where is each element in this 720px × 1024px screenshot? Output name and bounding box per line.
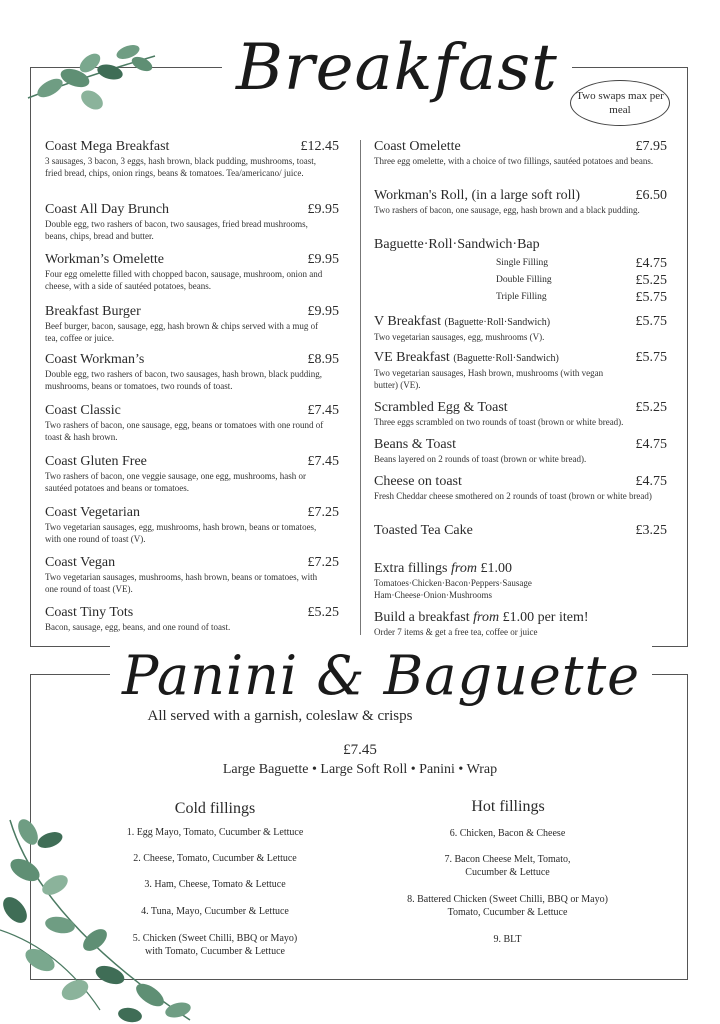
menu-item-desc: 3 sausages, 3 bacon, 3 eggs, hash brown, black pudding, mushrooms, toast, fried bread, chips, onion rings, beans & tomatoes. Tea/americano/ juice. xyxy=(45,156,316,178)
menu-item-desc: Four egg omelette filled with chopped bacon, sausage, mushroom, onion and cheese, with a side of sautéed potatoes, beans. xyxy=(45,269,323,291)
column-divider xyxy=(360,140,361,635)
filling-line: 3. Ham, Cheese, Tomato & Lettuce xyxy=(144,879,286,890)
menu-item-price: £7.45 xyxy=(307,403,339,418)
menu-item-name: Coast Mega Breakfast xyxy=(45,139,170,154)
menu-item-price: £6.50 xyxy=(635,188,667,203)
menu-item-name: Coast Vegan xyxy=(45,555,116,570)
hot-filling-item xyxy=(375,933,640,946)
menu-item-name: Coast Gluten Free xyxy=(45,454,147,469)
build-breakfast: Build a breakfast from £1.00 per item! Order 7 items & get a free tea, coffee or juice xyxy=(374,610,589,637)
baguette-option-price: £5.75 xyxy=(635,290,667,305)
cold-filling-item xyxy=(85,905,345,918)
menu-item-price: £5.25 xyxy=(307,605,339,620)
filling-line: 1. Egg Mayo, Tomato, Cucumber & Lettuce xyxy=(126,827,304,838)
swap-note: Two swaps max per meal xyxy=(570,80,670,126)
menu-item-price: £7.25 xyxy=(307,555,339,570)
filling-line: with Tomato, Cucumber & Lettuce xyxy=(145,946,285,957)
menu-item-name: Toasted Tea Cake xyxy=(374,523,473,538)
menu-item-name: Workman's Roll, (in a large soft roll) xyxy=(374,188,581,203)
menu-item-price: £3.25 xyxy=(635,523,667,538)
filling-line: 7. Bacon Cheese Melt, Tomato, xyxy=(444,854,571,865)
menu-item-price: £5.25 xyxy=(635,400,667,415)
menu-item-desc: Two vegetarian sausages, egg, mushrooms, hash brown, beans or tomatoes, with one round of toast (V). xyxy=(45,522,317,544)
menu-item-desc: Double egg, two rashers of bacon, two sausages, hash brown, black pudding, mushrooms, beans or tomatoes, two rounds of toast. xyxy=(45,369,322,391)
menu-item-name: Coast All Day Brunch xyxy=(45,202,170,217)
menu-item-name: Breakfast Burger xyxy=(45,304,141,319)
menu-item-price: £7.25 xyxy=(307,505,339,520)
baguette-option-price: £5.25 xyxy=(635,273,667,288)
menu-item-name: Coast Tiny Tots xyxy=(45,605,134,620)
extra-fillings: Extra fillings from £1.00 Tomatoes·Chicken·Bacon·Peppers·Sausage Ham·Cheese·Onion·Mushrooms xyxy=(374,561,532,600)
panini-title: Panini & Baguette xyxy=(110,642,652,710)
menu-item-desc: Fresh Cheddar cheese smothered on 2 rounds of toast (brown or white bread) xyxy=(374,491,652,501)
filling-line: 8. Battered Chicken (Sweet Chilli, BBQ or Mayo) xyxy=(407,894,608,905)
menu-item-desc: Two vegetarian sausages, mushrooms, hash brown, beans or tomatoes, with one round of toast (VE). xyxy=(45,572,318,594)
menu-item-name: Beans & Toast xyxy=(374,437,456,452)
menu-item-price: £4.75 xyxy=(635,474,667,489)
menu-item-price: £9.95 xyxy=(307,252,339,267)
ve-breakfast-item: VE Breakfast (Baguette·Roll·Sandwich) Two vegetarian sausages, Hash brown, mushrooms (with vegan butter) (VE). xyxy=(374,350,604,390)
filling-line: 5. Chicken (Sweet Chilli, BBQ or Mayo) xyxy=(132,933,298,944)
filling-line: 2. Cheese, Tomato, Cucumber & Lettuce xyxy=(133,853,297,864)
baguette-option-label: Double Filling xyxy=(496,275,552,285)
menu-item-price: £8.95 xyxy=(307,352,339,367)
v-breakfast-item: V Breakfast (Baguette·Roll·Sandwich) Two vegetarian sausages, egg, mushrooms (V). xyxy=(374,314,551,342)
hot-filling-item xyxy=(375,853,640,879)
filling-line: Tomato, Cucumber & Lettuce xyxy=(447,907,568,918)
cold-filling-item xyxy=(85,878,345,891)
menu-item-name: Scrambled Egg & Toast xyxy=(374,400,508,415)
menu-item-price: £12.45 xyxy=(300,139,339,154)
menu-item-desc: Two rashers of bacon, one veggie sausage, one egg, mushrooms, hash or sautéed potatoes and beans or tomatoes. xyxy=(45,471,307,493)
panini-subtitle: All served with a garnish, coleslaw & crisps xyxy=(147,708,413,724)
filling-line: 9. BLT xyxy=(493,934,522,945)
v-breakfast-price: £5.75 xyxy=(635,314,667,329)
cold-filling-item xyxy=(85,826,345,839)
ve-breakfast-price: £5.75 xyxy=(635,350,667,365)
menu-item-name: Coast Classic xyxy=(45,403,121,418)
breakfast-title: Breakfast xyxy=(222,30,572,106)
hot-filling-item xyxy=(375,893,640,919)
panini-bread-types: Large Baguette • Large Soft Roll • Panini • Wrap xyxy=(222,762,498,777)
menu-item-desc: Two rashers of bacon, one sausage, egg, hash brown and a black pudding. xyxy=(374,205,640,215)
baguette-option-label: Triple Filling xyxy=(496,292,547,302)
cold-fillings-heading: Cold fillings xyxy=(174,800,256,817)
eucalyptus-leaf-icon xyxy=(20,38,160,118)
hot-filling-item xyxy=(375,827,640,840)
menu-item-price: £7.45 xyxy=(307,454,339,469)
menu-item-desc: Bacon, sausage, egg, beans, and one round of toast. xyxy=(45,622,231,632)
baguette-option-label: Single Filling xyxy=(496,258,548,268)
menu-item-price: £9.95 xyxy=(307,304,339,319)
menu-item-desc: Beans layered on 2 rounds of toast (brown or white bread). xyxy=(374,454,587,464)
menu-item-name: Workman’s Omelette xyxy=(45,252,165,267)
menu-item-desc: Three egg omelette, with a choice of two fillings, sautéed potatoes and beans. xyxy=(374,156,654,166)
menu-item-name: Coast Omelette xyxy=(374,139,461,154)
cold-filling-item xyxy=(85,852,345,865)
menu-item-name: Cheese on toast xyxy=(374,474,462,489)
filling-line: 4. Tuna, Mayo, Cucumber & Lettuce xyxy=(141,906,289,917)
cold-filling-item xyxy=(85,932,345,958)
baguette-option-price: £4.75 xyxy=(635,256,667,271)
menu-item-desc: Double egg, two rashers of bacon, two sausages, fried bread mushrooms, beans, chips, bread and butter. xyxy=(45,219,308,241)
menu-item-name: Coast Workman’s xyxy=(45,352,145,367)
baguette-heading: Baguette·Roll·Sandwich·Bap xyxy=(374,237,540,252)
panini-price: £7.45 xyxy=(343,742,377,758)
filling-line: Cucumber & Lettuce xyxy=(465,867,550,878)
filling-line: 6. Chicken, Bacon & Cheese xyxy=(449,828,566,839)
menu-item-price: £4.75 xyxy=(635,437,667,452)
menu-item-desc: Three eggs scrambled on two rounds of toast (brown or white bread). xyxy=(374,417,624,427)
menu-item-desc: Two rashers of bacon, one sausage, egg, beans or tomatoes with one round of toast & hash brown. xyxy=(45,420,324,442)
menu-item-price: £9.95 xyxy=(307,202,339,217)
menu-item-name: Coast Vegetarian xyxy=(45,505,140,520)
hot-fillings-heading: Hot fillings xyxy=(471,798,545,815)
menu-item-price: £7.95 xyxy=(635,139,667,154)
menu-item-desc: Beef burger, bacon, sausage, egg, hash brown & chips served with a mug of tea, coffee or juice. xyxy=(45,321,319,343)
